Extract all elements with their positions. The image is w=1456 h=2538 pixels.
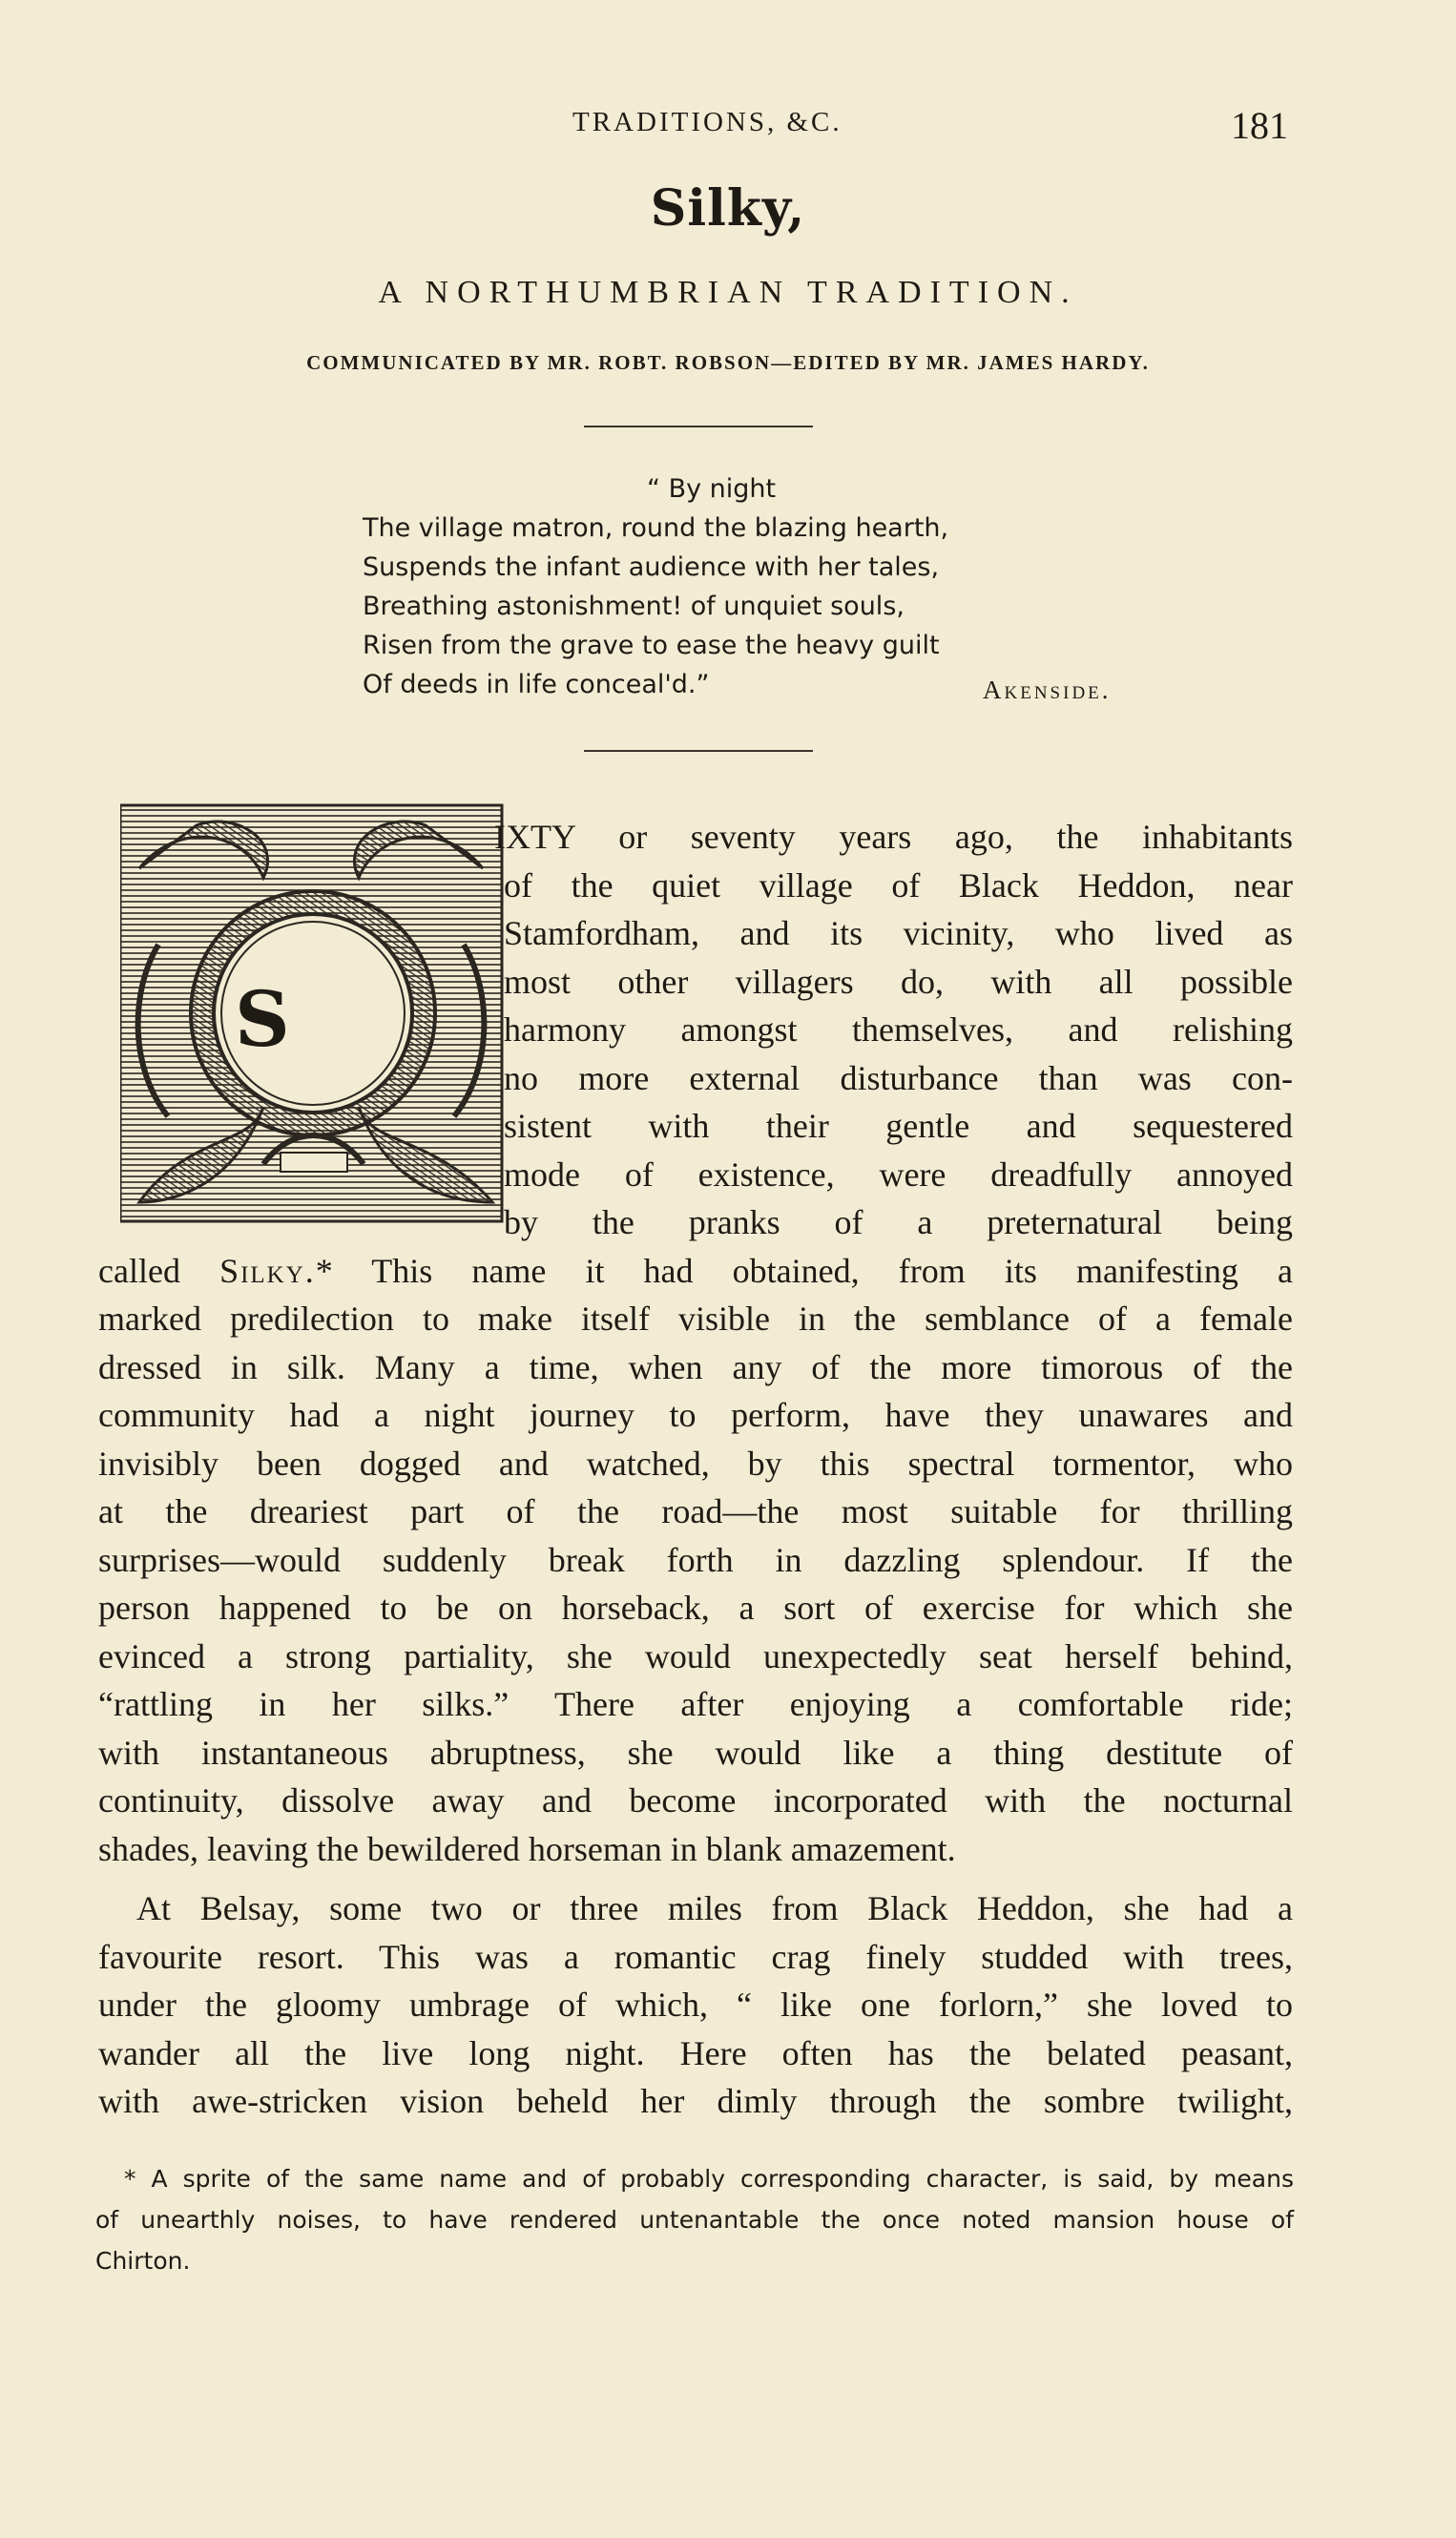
text-line: person happened to be on horseback, a sort of exercise for which she xyxy=(98,1589,1293,1627)
text-line: under the gloomy umbrage of which, “ like one forlorn,” she loved to xyxy=(98,1986,1293,2024)
text-line: IXTY or seventy years ago, the inhabitants xyxy=(494,818,1293,856)
epigraph-line: Suspends the infant audience with her tales, xyxy=(363,552,940,582)
footnote-line: of unearthly noises, to have rendered untenantable the once noted mansion house of xyxy=(95,2206,1294,2234)
text-line: invisibly been dogged and watched, by this spectral tormentor, who xyxy=(98,1444,1293,1483)
epigraph-line: Of deeds in life conceal'd.” xyxy=(363,670,710,699)
text-line: mode of existence, were dreadfully annoyed xyxy=(504,1155,1293,1194)
text-line: shades, leaving the bewildered horseman in blank amazement. xyxy=(98,1829,956,1868)
credit-line: COMMUNICATED BY MR. ROBT. ROBSON—EDITED BY MR. JAMES HARDY. xyxy=(306,351,1150,374)
footnote-line: Chirton. xyxy=(95,2247,191,2275)
text-line: of the quiet village of Black Heddon, near xyxy=(504,865,1293,905)
text-line: marked predilection to make itself visible in the semblance of a female xyxy=(98,1300,1293,1338)
epigraph-line: “ By night xyxy=(647,474,777,504)
text-line: At Belsay, some two or three miles from Black Heddon, she had a xyxy=(136,1889,1293,1927)
page-number: 181 xyxy=(1231,104,1288,147)
text-line: with instantaneous abruptness, she would like a thing destitute of xyxy=(98,1733,1293,1772)
text-line: by the pranks of a preternatural being xyxy=(504,1203,1293,1241)
chapter-title: Silky, xyxy=(650,179,806,238)
text-line: with awe-stricken vision beheld her dimly through the sombre twilight, xyxy=(98,2082,1293,2120)
chapter-subtitle: A NORTHUMBRIAN TRADITION. xyxy=(378,275,1078,310)
text-span: called xyxy=(98,1251,220,1290)
text-line: at the dreariest part of the road—the most suitable for thrilling xyxy=(98,1492,1293,1530)
running-head xyxy=(0,103,1456,151)
silky-small-caps: Silky. xyxy=(219,1251,316,1290)
epigraph-attribution: Akenside. xyxy=(983,676,1112,704)
divider-rule xyxy=(584,426,813,427)
text-line: Stamfordham, and its vicinity, who lived as xyxy=(504,914,1293,952)
text-line: wander all the live long night. Here often has the belated peasant, xyxy=(98,2033,1293,2072)
text-line: surprises—would suddenly break forth in dazzling splendour. If the xyxy=(98,1540,1293,1579)
divider-rule xyxy=(584,750,813,752)
text-line: continuity, dissolve away and become incorporated with the nocturnal xyxy=(98,1781,1293,1820)
text-line: “rattling in her silks.” There after enjoying a comfortable ride; xyxy=(98,1685,1293,1723)
paragraph-1 xyxy=(98,813,1293,1873)
footnote-line: * A sprite of the same name and of probably corresponding character, is said, by means xyxy=(124,2165,1294,2193)
drop-cap-letter: S xyxy=(235,974,290,1064)
epigraph-line: Breathing astonishment! of unquiet souls, xyxy=(363,592,905,621)
text-line: no more external disturbance than was con- xyxy=(504,1058,1293,1097)
text-line: favourite resort. This was a romantic crag finely studded with trees, xyxy=(98,1937,1293,1976)
text-line: community had a night journey to perform, have they unawares and xyxy=(98,1396,1293,1434)
footnote xyxy=(95,2158,1294,2281)
text-line: sistent with their gentle and sequestered xyxy=(504,1107,1293,1145)
epigraph-line: The village matron, round the blazing hearth, xyxy=(363,513,949,543)
text-span: * This name it had obtained, from its manifesting a xyxy=(315,1251,1293,1290)
text-line: most other villagers do, with all possible xyxy=(504,962,1293,1001)
paragraph-2 xyxy=(98,1884,1293,2126)
text-line xyxy=(98,1247,1293,1296)
epigraph-line: Risen from the grave to ease the heavy guilt xyxy=(363,631,940,660)
running-head-title: TRADITIONS, &C. xyxy=(572,107,842,137)
text-line: harmony amongst themselves, and relishing xyxy=(504,1010,1293,1049)
epigraph xyxy=(363,469,1145,704)
text-line: dressed in silk. Many a time, when any of the more timorous of the xyxy=(98,1347,1293,1386)
text-line: evinced a strong partiality, she would unexpectedly seat herself behind, xyxy=(98,1636,1293,1675)
